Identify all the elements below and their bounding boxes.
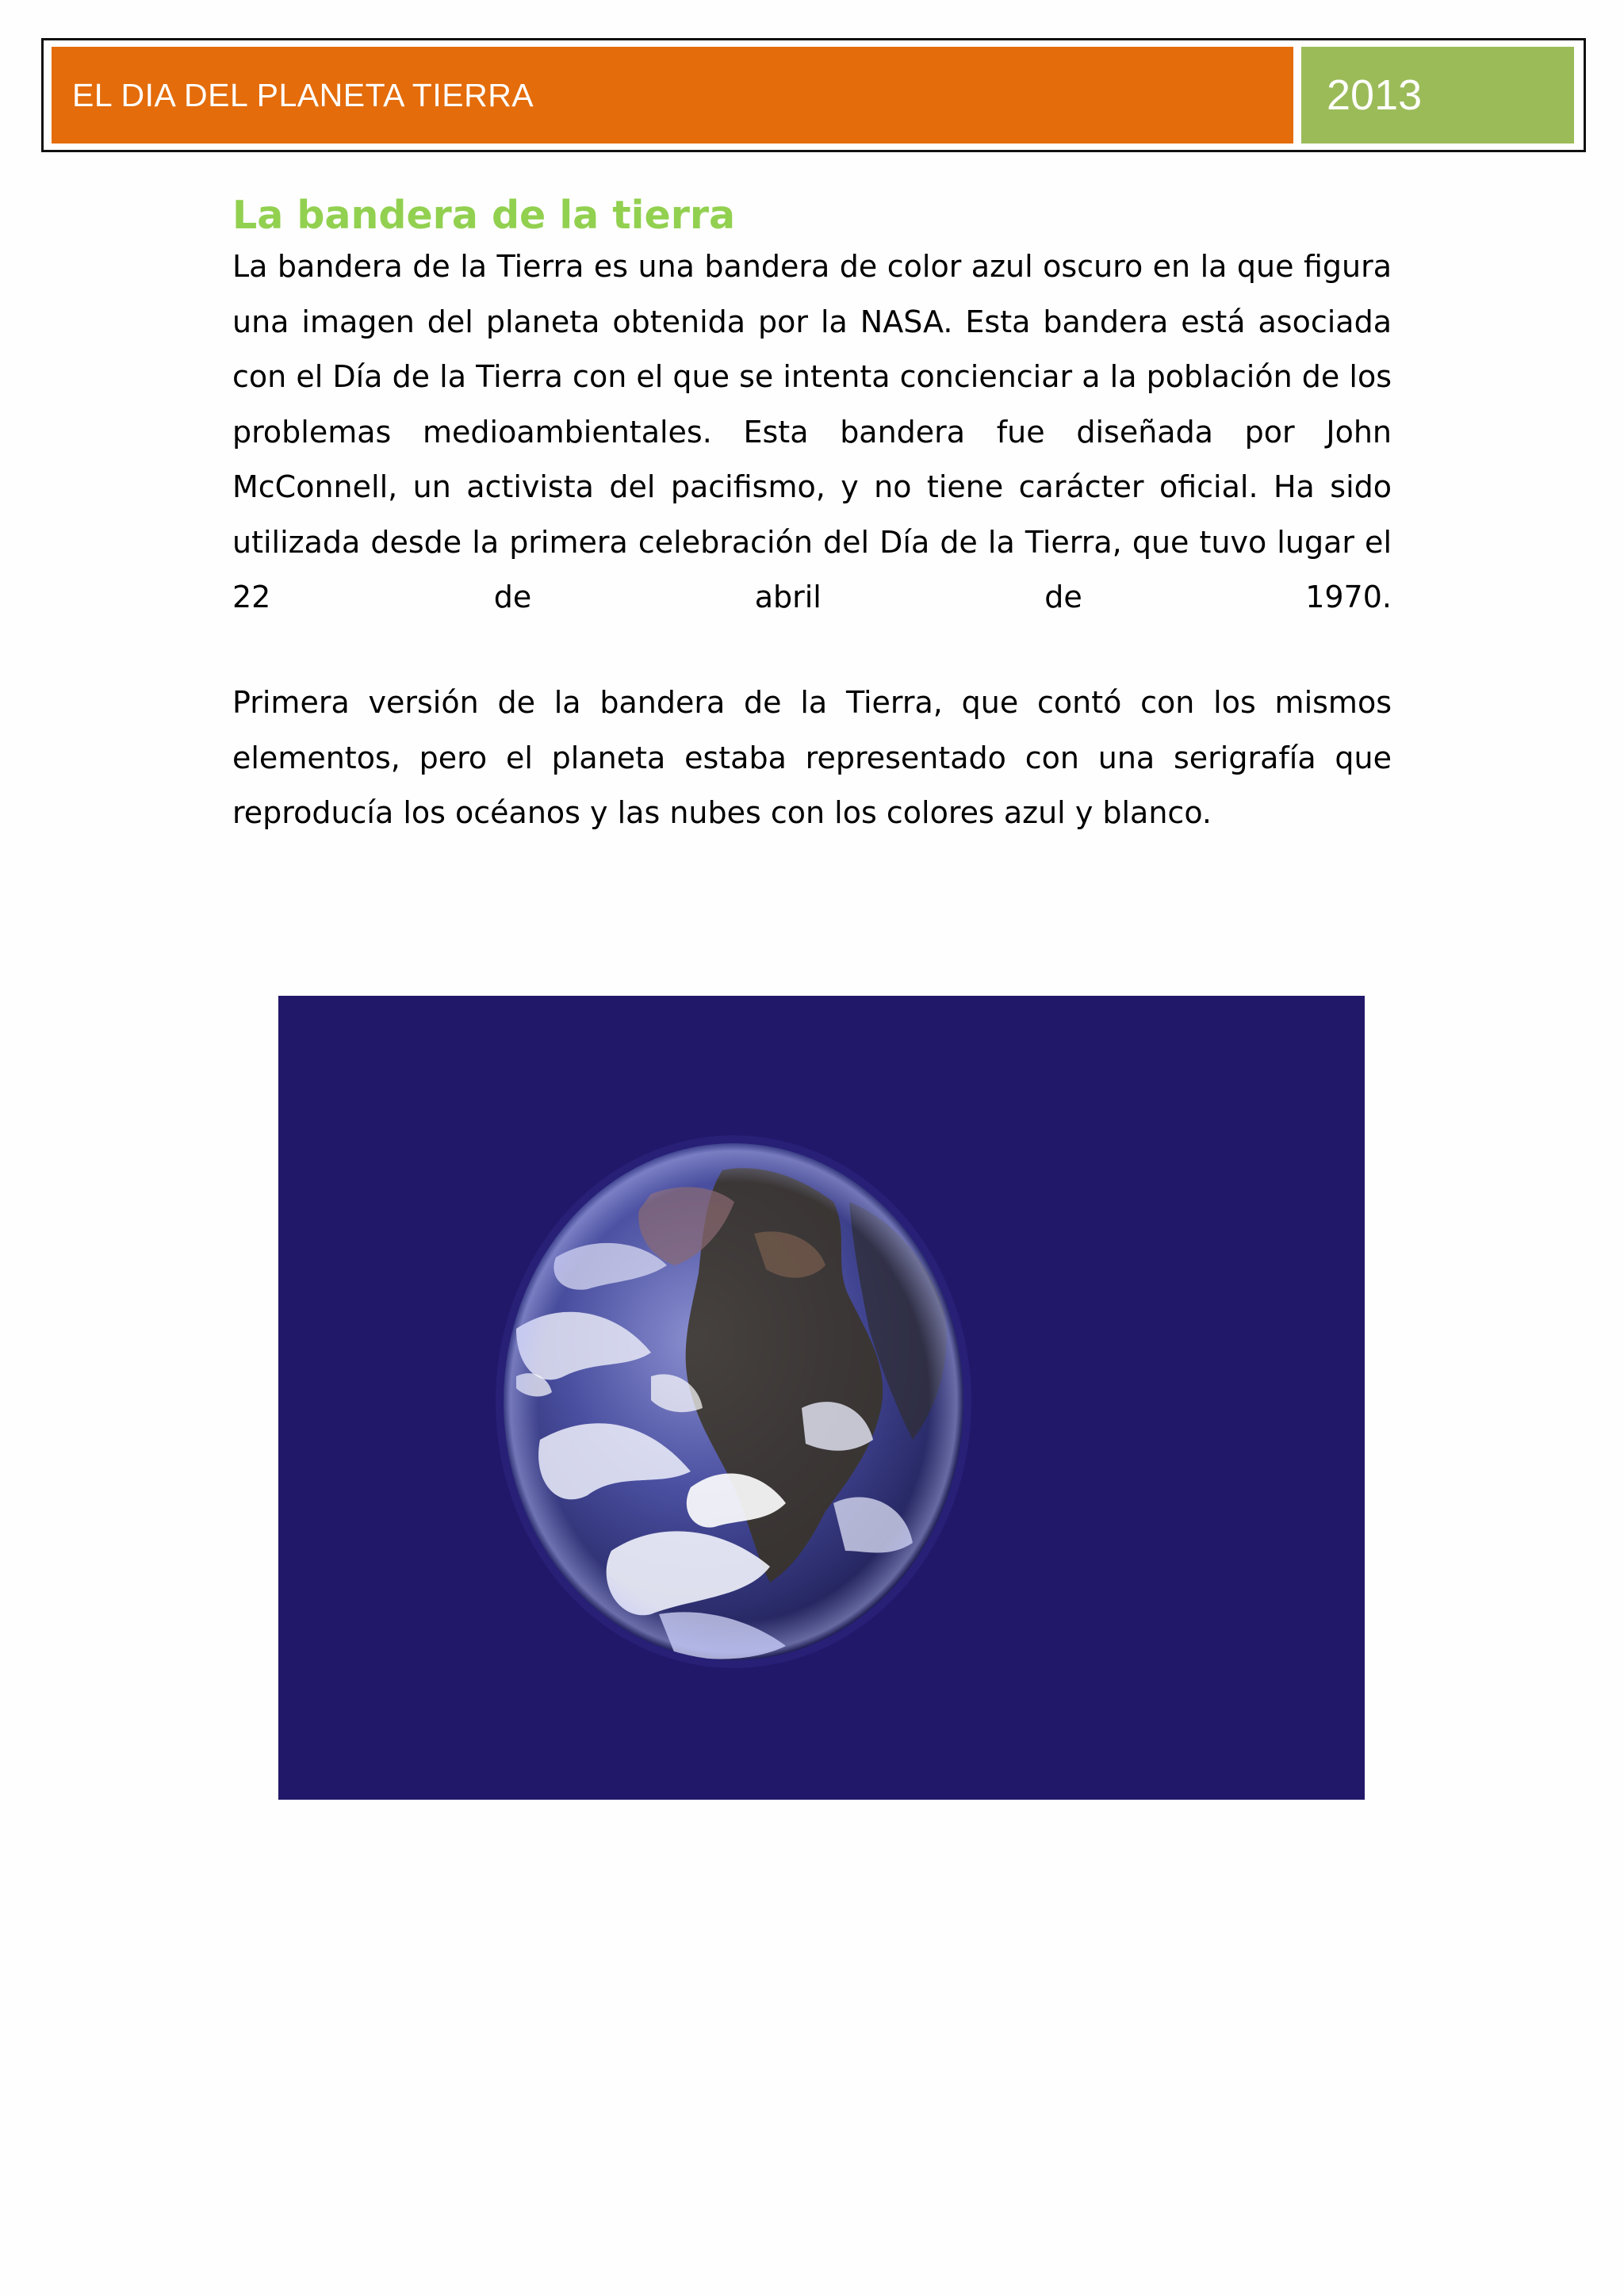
earth-globe-icon (278, 996, 1365, 1800)
paragraph-flag-description: La bandera de la Tierra es una bandera de color azul oscuro en la que figura una imagen del planeta obtenida por la NASA. Esta bandera está asociada con el Día de la Tierra con el que se intenta concienciar a la población de los problemas medioambientales. Esta bandera fue diseñada por John McConnell, un activista del pacifismo, y no tiene carácter oficial. Ha sido utilizada desde la primera celebración del Día de la Tierra, que tuvo lugar el 22 de abril de 1970. (232, 249, 1392, 614)
earth-flag-image (278, 996, 1365, 1800)
section-heading: La bandera de la tierra (232, 193, 736, 238)
page-header (41, 38, 1586, 152)
header-year: 2013 (1327, 71, 1423, 119)
paragraph-first-version: Primera versión de la bandera de la Tierra, que contó con los mismos elementos, pero el planeta estaba representado con una serigrafía que reproducía los océanos y las nubes con los colores azul y blanco. (232, 685, 1392, 830)
header-year-box (1301, 47, 1574, 144)
header-title-box (52, 47, 1293, 144)
header-title: EL DIA DEL PLANETA TIERRA (72, 77, 534, 113)
